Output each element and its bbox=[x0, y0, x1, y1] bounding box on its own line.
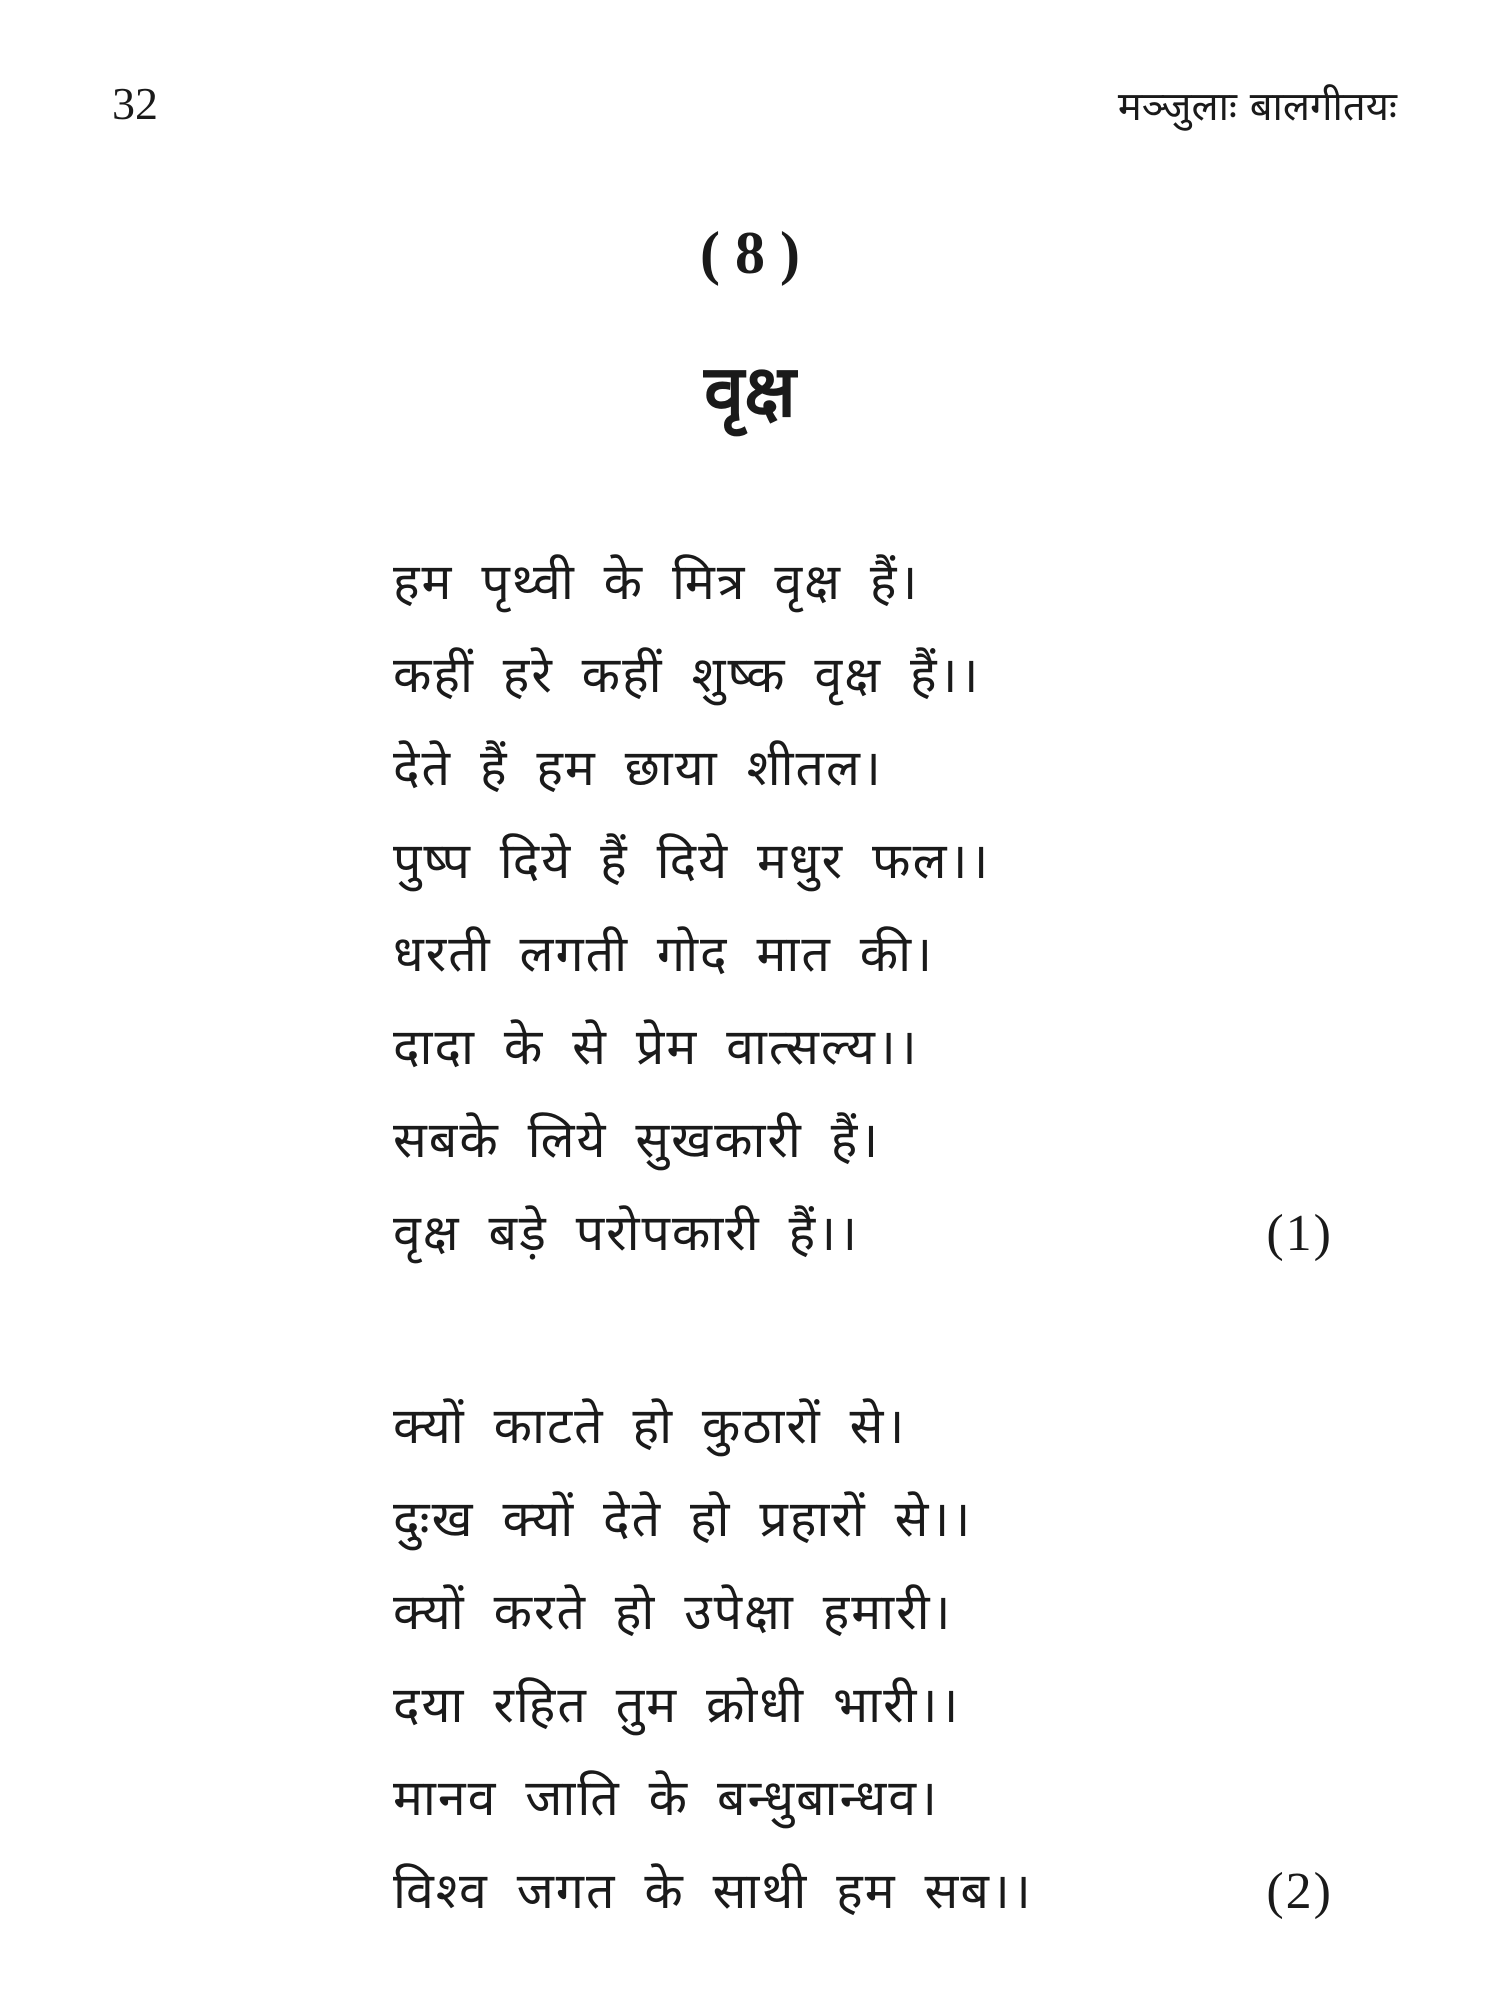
running-header: मञ्जुलाः बालगीतयः bbox=[1117, 84, 1397, 130]
verse-line: हम पृथ्वी के मित्र वृक्ष हैं। bbox=[393, 553, 920, 611]
verse-line: दया रहित तुम क्रोधी भारी।। bbox=[393, 1676, 961, 1734]
verse-line: दादा के से प्रेम वात्सल्य।। bbox=[393, 1018, 919, 1076]
verse-line: कहीं हरे कहीं शुष्क वृक्ष हैं।। bbox=[393, 646, 981, 704]
verse-line: मानव जाति के बन्धुबान्धव। bbox=[393, 1769, 939, 1827]
stanza-2 bbox=[393, 1380, 1333, 1938]
verse-line: क्यों करते हो उपेक्षा हमारी। bbox=[393, 1583, 953, 1641]
verse-line: दुःख क्यों देते हो प्रहारों से।। bbox=[393, 1490, 973, 1548]
verse-line: सबके लिये सुखकारी हैं। bbox=[393, 1111, 881, 1169]
stanza-number: (2) bbox=[1266, 1863, 1333, 1920]
verse-line: धरती लगती गोद मात की। bbox=[393, 925, 935, 983]
verse-line: पुष्प दिये हैं दिये मधुर फल।। bbox=[393, 832, 991, 890]
poem-title: वृक्ष bbox=[704, 349, 796, 433]
verse-line: वृक्ष बड़े परोपकारी हैं।। bbox=[393, 1204, 860, 1262]
verse-line: क्यों काटते हो कुठारों से। bbox=[393, 1397, 907, 1455]
page-number: 32 bbox=[112, 78, 158, 129]
verse-line: विश्व जगत के साथी हम सब।। bbox=[393, 1862, 1033, 1920]
verse-line: देते हैं हम छाया शीतल। bbox=[393, 739, 883, 797]
poem-number: ( 8 ) bbox=[700, 220, 800, 286]
stanza-1 bbox=[393, 536, 1333, 1280]
stanza-number: (1) bbox=[1266, 1205, 1333, 1262]
